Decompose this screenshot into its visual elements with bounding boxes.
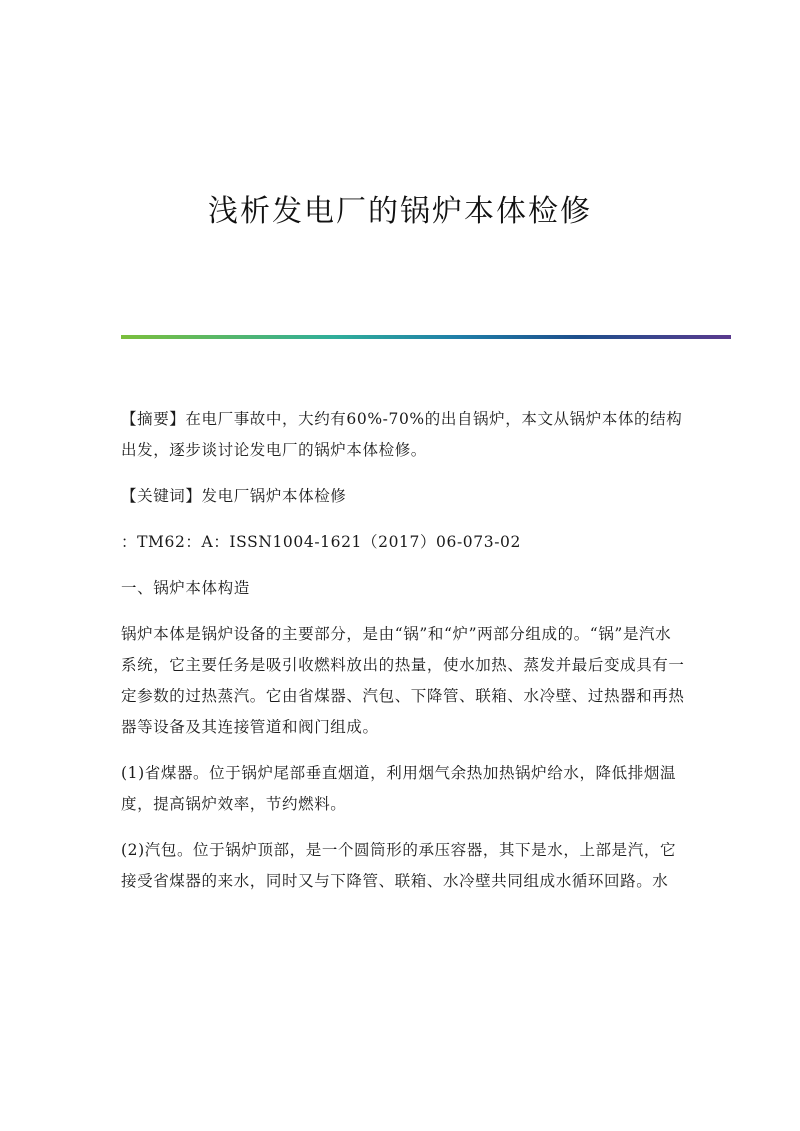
classification-line: ：TM62：A：ISSN1004-1621（2017）06-073-02 [121,533,521,551]
body-paragraph-3: (2)汽包。位于锅炉顶部，是一个圆筒形的承压容器，其下是水，上部是汽，它接受省煤器的来水，同时又与下降管、联箱、水冷壁共同组成水循环回路。水 [121,841,677,890]
title-divider [121,335,731,339]
keywords-line: 【关键词】发电厂锅炉本体检修 [121,487,347,505]
document-body [121,404,687,897]
abstract-paragraph: 【摘要】在电厂事故中，大约有60%-70%的出自锅炉，本文从锅炉本体的结构出发，逐步谈讨论发电厂的锅炉本体检修。 [121,410,683,459]
section-heading: 一、锅炉本体构造 [121,579,250,597]
document-title: 浅析发电厂的锅炉本体检修 [208,194,592,229]
body-paragraph-2: (1)省煤器。位于锅炉尾部垂直烟道，利用烟气余热加热锅炉给水，降低排烟温度，提高锅炉效率，节约燃料。 [121,764,677,813]
body-paragraph-1: 锅炉本体是锅炉设备的主要部分，是由“锅”和“炉”两部分组成的。“锅”是汽水系统，它主要任务是吸引收燃料放出的热量，使水加热、蒸发并最后变成具有一定参数的过热蒸汽。它由省煤器、汽包、下降管、联箱、水冷壁、过热器和再热器等设备及其连接管道和阀门组成。 [121,625,685,736]
